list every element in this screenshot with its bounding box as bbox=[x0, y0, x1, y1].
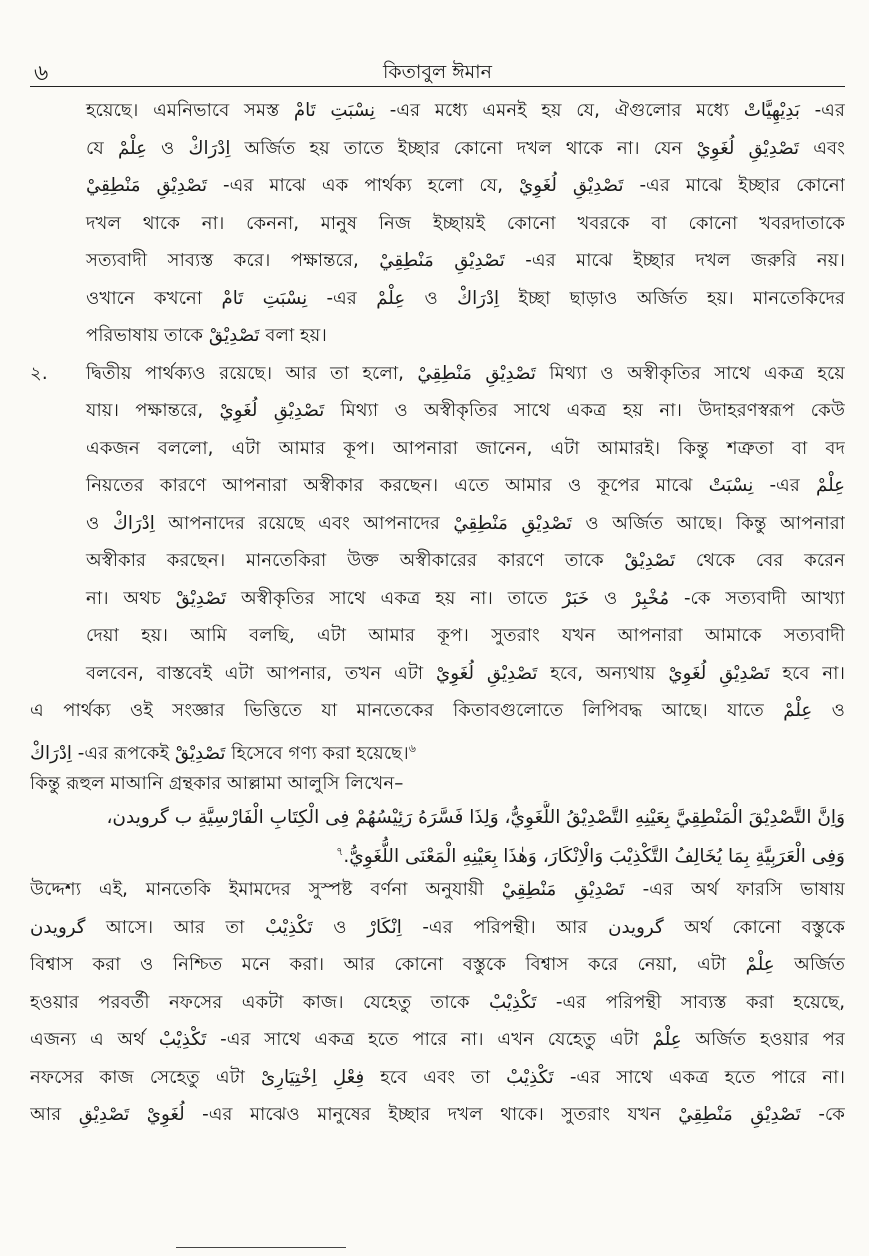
page-header bbox=[30, 52, 845, 88]
text-line: বলবেন, বাস্তবেই এটা আপনার, তখন এটা تَصْدِيْقِ لُغَوِيْ হবে, অন্যথায় تَصْدِيْقِ لُغَوِيْ হবে না। bbox=[86, 662, 845, 684]
text-line: নফসের কাজ সেহেতু এটা فِعْلِ اِخْتِيَارِىْ হবে এবং তা تَكْذِيْبْ -এর সাথে একত্র হতে পারে না। bbox=[30, 1066, 845, 1088]
text-line: নিয়তের কারণে আপনারা অস্বীকার করছেন। এতে আমার ও কূপের মাঝে نِسْبَتْ -এর عِلْمْ bbox=[86, 475, 845, 496]
text-line: ওখানে কখনো نِسْبَتِ تَامْ -এর عِلْمْ ও اِدْرَاكْ ইচ্ছা ছাড়াও অর্জিত হয়। মানতেকিদের bbox=[86, 287, 845, 309]
text-line: সত্যবাদী সাব্যস্ত করে। পক্ষান্তরে, تَصْدِيْقِ مَنْطِقِيْ -এর মাঝে ইচ্ছার দখল জরুরি নয়। bbox=[86, 250, 845, 271]
text-line: যায়। পক্ষান্তরে, تَصْدِيْقِ لُغَوِيْ মিথ্যা ও অস্বীকৃতির সাথে একত্র হয় না। উদাহরণস্বরূপ কেউ bbox=[86, 400, 845, 421]
paragraph-4 bbox=[30, 767, 845, 869]
text-line: হয়েছে। এমনিভাবে সমস্ত نِسْبَتِ تَامْ -এর মধ্যে এমনই হয় যে, ঐগুলোর মধ্যে بَدِيْهِيَّاتْ -এর bbox=[86, 100, 845, 121]
text-line: বিশ্বাস করা ও নিশ্চিত মনে করা। আর কোনো বস্তুকে বিশ্বাস করে নেয়া, এটা عِلْمْ অর্জিত bbox=[30, 954, 845, 975]
paragraph-1 bbox=[30, 92, 845, 355]
text-line: দখল থাকে না। কেননা, মানুষ নিজ ইচ্ছায়ই কোনো খবরকে বা কোনো খবরদাতাকে bbox=[86, 212, 845, 234]
quote-intro: কিন্তু রূহুল মাআনি গ্রন্থকার আল্লামা আলুসি লিখেন– bbox=[30, 773, 404, 794]
list-number: ২. bbox=[30, 362, 48, 384]
text-line: যে عِلْمْ ও اِدْرَاكْ অর্জিত হয় তাতে ইচ্ছার কোনো দখল থাকে না। যেন تَصْدِيْقِ لُغَوِيْ এবং bbox=[86, 137, 845, 159]
text-line: ও اِدْرَاكْ আপনাদের রয়েছে এবং আপনাদের تَصْدِيْقِ مَنْطِقِيْ ও অর্জিত আছে। কিন্তু আপনারা bbox=[86, 512, 845, 534]
text-span: اِدْرَاكْ -এর রূপকেই تَصْدِيْقْ হিসেবে গণ্য করা হয়েছে। bbox=[30, 742, 409, 764]
text-line: এজন্য এ অর্থ تَكْذِيْبْ -এর সাথে একত্র হতে পারে না। এখন যেহেতু এটা عِلْمْ অর্জিত হওয়ার পর bbox=[30, 1029, 845, 1050]
paragraph-3 bbox=[30, 692, 845, 767]
text-line: আর لُغَوِيْ تَصْدِيْقِ -এর মাঝেও মানুষের ইচ্ছার দখল থাকে। সুতরাং যখন تَصْدِيْقِ مَنْطِقِيْ -কে bbox=[30, 1104, 845, 1125]
text-line: گرويدن আসে। আর তা تَكْذِيْبْ ও اِنْكَارْ -এর পরিপন্থী। আর گرويدن অর্থ কোনো বস্তুকে bbox=[30, 916, 845, 938]
footnote-mark: ৬ bbox=[408, 741, 416, 755]
text-line: এ পার্থক্য ওই সংজ্ঞার ভিত্তিতে যা মানতেকের কিতাবগুলোতে লিপিবদ্ধ আছে। যাতে عِلْمْ ও bbox=[30, 700, 845, 721]
running-title: কিতাবুল ঈমান bbox=[382, 61, 493, 83]
text-line: হওয়ার পরবর্তী নফসের একটা কাজ। যেহেতু তাকে تَكْذِيْبْ -এর পরিপন্থী সাব্যস্ত করা হয়েছে, bbox=[30, 991, 845, 1013]
footnote-separator bbox=[176, 1247, 346, 1248]
text-line: পরিভাষায় তাকে تَصْدِيْقْ বলা হয়। bbox=[86, 325, 327, 346]
point-2 bbox=[30, 355, 845, 693]
footnote-mark: ৭ bbox=[336, 845, 344, 858]
text-line: দ্বিতীয় পার্থক্যও রয়েছে। আর তা হলো, تَصْدِيْقِ مَنْطِقِيْ মিথ্যা ও অস্বীকৃতির সাথে একত্র হয়ে bbox=[86, 362, 845, 384]
arabic-quote-line: وَاِنَّ التَّصْدِيْقَ الْمَنْطِقِيَّ بِعَيْنِهِ التَّصْدِيْقُ اللُّغَوِيُّ، وَلِذَا فَسَّرَهُ رَئِيْسُهُمْ فِى الْكِتَابِ الْفَارْسِيَّةِ ب گرويدن، bbox=[106, 807, 845, 828]
text-line: দেয়া হয়। আমি বলছি, এটা আমার কূপ। সুতরাং যখন আপনারা আমাকে সত্যবাদী bbox=[86, 625, 845, 646]
text-line: একজন বললো, এটা আমার কূপ। আপনারা জানেন, এটা আমারই। কিন্তু শত্রুতা বা বদ bbox=[86, 437, 845, 459]
arabic-quote-line bbox=[30, 835, 845, 869]
text-line: অস্বীকার করছেন। মানতেকিরা উক্ত অস্বীকারের কারণে তাকে تَصْدِيْقْ থেকে বের করেন bbox=[86, 550, 845, 571]
text-line: উদ্দেশ্য এই, মানতেকি ইমামদের সুস্পষ্ট বর্ণনা অনুযায়ী تَصْدِيْقِ مَنْطِقِيْ -এর অর্থ ফারসি ভাষায় bbox=[30, 879, 845, 900]
text-line: না। অথচ تَصْدِيْقْ অস্বীকৃতির সাথে একত্র হয় না। তাতে خَبَرْ ও مُخْبِرْ -কে সত্যবাদী আখ্যা bbox=[86, 587, 845, 609]
page-body bbox=[30, 92, 845, 1134]
text-span: وَفِى الْعَرَبِيَّةِ بِمَا يُخَالِفُ التَّكْذِيْبَ وَالْاِنْكَارَ، وَهٰذَا بِعَيْنِهِ الْمَعْنَى اللُّغَوِيُّ. bbox=[343, 846, 845, 868]
header-rule bbox=[30, 86, 845, 87]
paragraph-5 bbox=[30, 871, 845, 1134]
page-number: ৬ bbox=[34, 61, 49, 86]
text-line: تَصْدِيْقِ مَنْطِقِيْ -এর মাঝে এক পার্থক্য হলো যে, تَصْدِيْقِ لُغَوِيْ -এর মাঝে ইচ্ছার কোনো bbox=[86, 175, 845, 196]
text-line bbox=[30, 730, 845, 768]
